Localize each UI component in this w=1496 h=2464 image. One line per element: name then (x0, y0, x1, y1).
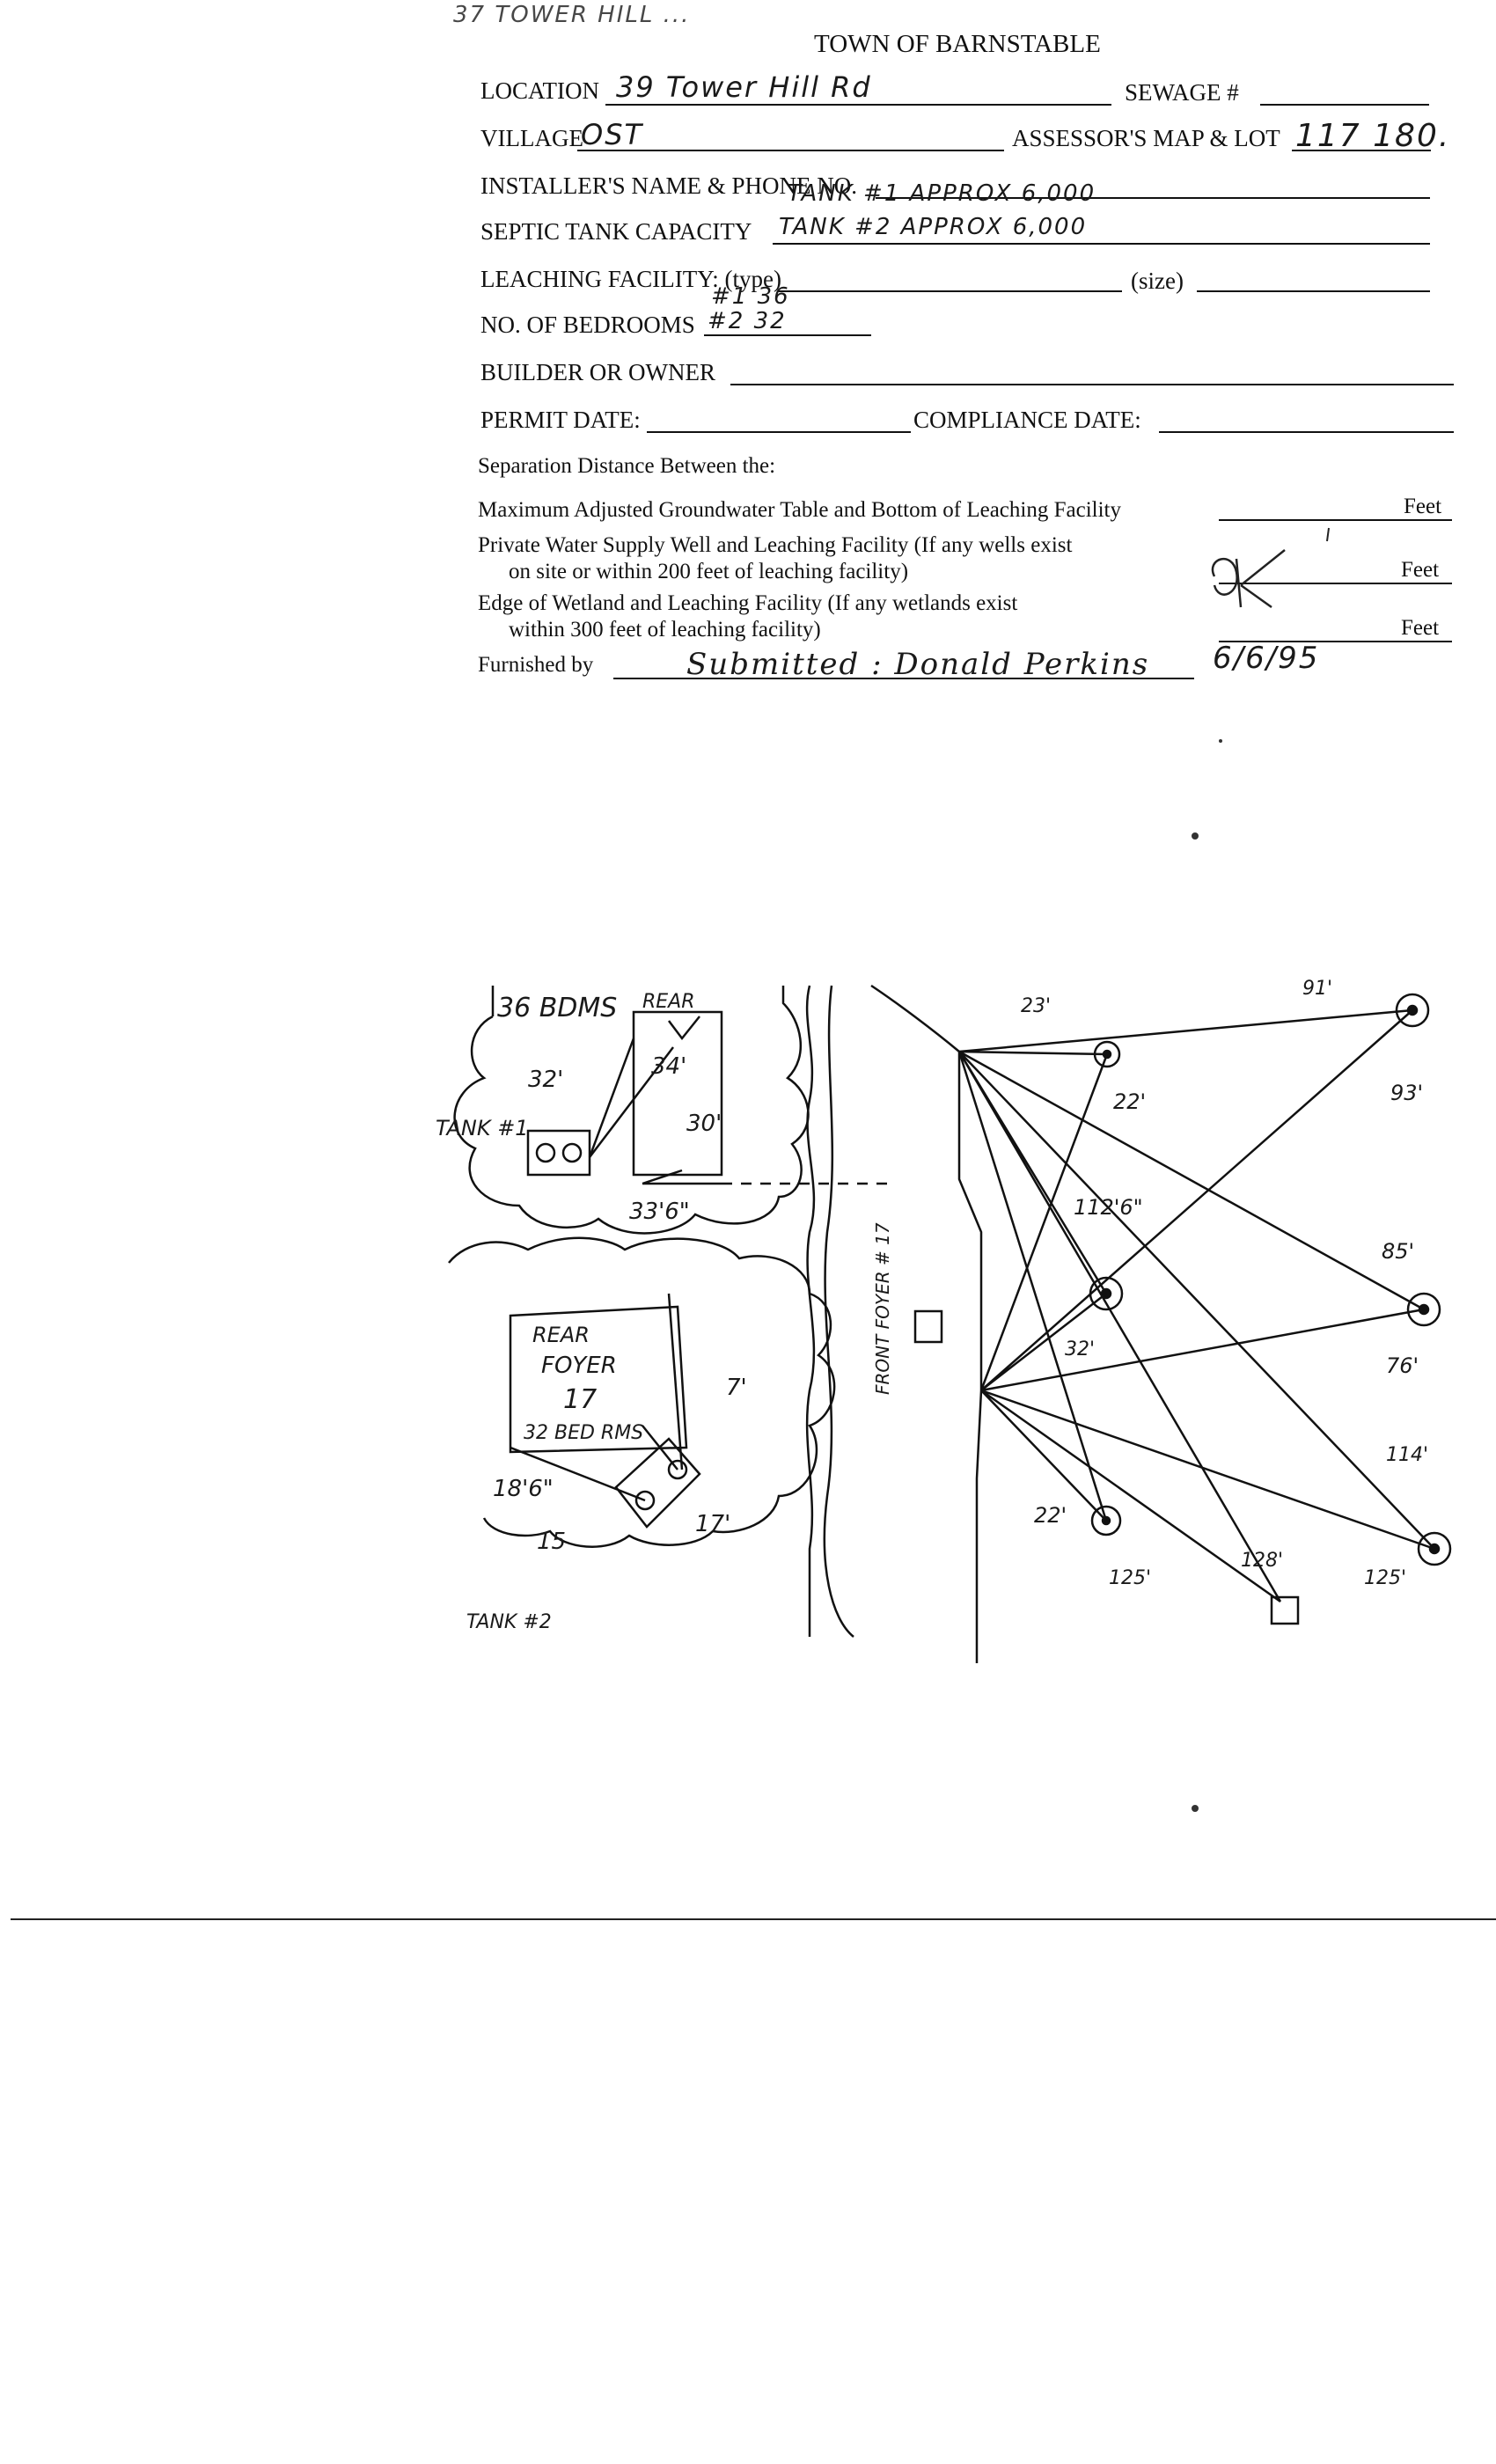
dim-33-6: 33'6" (629, 1199, 690, 1225)
compliance-label: COMPLIANCE DATE: (913, 407, 1141, 433)
tank2-label: TANK #2 (466, 1611, 552, 1633)
location-label: LOCATION (480, 77, 599, 104)
row2-text-b: on site or within 200 feet of leaching facility) (509, 560, 909, 583)
dim-7: 7' (726, 1375, 747, 1401)
front-foyer-box (915, 1311, 942, 1342)
house2-rear: REAR (532, 1323, 590, 1347)
village-label: VILLAGE (480, 125, 583, 151)
page-bottom-rule (11, 1918, 1496, 1920)
row3-feet: Feet (1401, 616, 1440, 640)
well-dist-23a: 23' (1021, 995, 1052, 1017)
tank2-outline (616, 1439, 700, 1527)
septic-label: SEPTIC TANK CAPACITY (480, 218, 752, 245)
well-dist-114: 114' (1386, 1444, 1429, 1466)
house1-rear: REAR (642, 991, 695, 1013)
tank1-capacity: TANK #1 APPROX 6,000 (788, 180, 1096, 207)
row2-feet: Feet (1401, 558, 1440, 582)
tank1-port-b (563, 1144, 581, 1162)
site-sketch (431, 968, 1470, 1698)
map-lot-value: 117 180. (1295, 118, 1451, 154)
well-dist-91: 91' (1302, 978, 1333, 1000)
furnished-label: Furnished by (478, 653, 594, 677)
row1-text: Maximum Adjusted Groundwater Table and Bottom of Leaching Facility (478, 498, 1121, 522)
tank2-capacity: TANK #2 APPROX 6,000 (779, 214, 1088, 240)
row2-text-a: Private Water Supply Well and Leaching Facility (If any wells exist (478, 533, 1073, 557)
house1-check (669, 1016, 700, 1038)
road-edge-left (807, 986, 814, 1637)
dim-32: 32' (528, 1067, 564, 1093)
row3-text-a: Edge of Wetland and Leaching Facility (If any wetlands exist (478, 591, 1018, 615)
tank1-port-a (537, 1144, 554, 1162)
well-dist-76: 76' (1386, 1353, 1419, 1378)
separation-heading: Separation Distance Between the: (478, 454, 776, 478)
dim-15: 15 (537, 1529, 567, 1555)
well-dist-112-6: 112'6" (1074, 1195, 1143, 1220)
house2-foyer: FOYER (541, 1353, 617, 1379)
tank1-label: TANK #1 (436, 1116, 529, 1140)
leaching-label: LEACHING FACILITY: (type) (480, 266, 781, 292)
well-dist-125: 125' (1109, 1567, 1152, 1589)
house1-outline (634, 1012, 722, 1175)
size-label: (size) (1131, 268, 1184, 294)
dim-30: 30' (686, 1111, 722, 1137)
dim-18-6: 18'6" (493, 1476, 554, 1502)
bedrooms-value-1: #1 36 (711, 283, 790, 310)
location-value: 39 Tower Hill Rd (616, 70, 872, 104)
builder-label: BUILDER OR OWNER (480, 359, 715, 385)
house2-num: 17 (563, 1384, 598, 1415)
bedrooms-value-2: #2 32 (708, 308, 787, 334)
well-dist-125b: 125' (1364, 1567, 1407, 1589)
village-value: OST (581, 118, 644, 151)
bedrooms-label: NO. OF BEDROOMS (480, 312, 695, 338)
house2-beds: 32 BED RMS (524, 1422, 644, 1444)
well-dist-22b: 22' (1034, 1503, 1067, 1528)
permit-label: PERMIT DATE: (480, 407, 641, 433)
form-title: TOWN OF BARNSTABLE (814, 30, 1101, 58)
structure-square (1272, 1597, 1298, 1624)
installer-label: INSTALLER'S NAME & PHONE NO. (480, 172, 857, 199)
date-value: 6/6/95 (1213, 641, 1320, 676)
well-dist-32: 32' (1065, 1338, 1096, 1360)
furnished-value: Submitted : Donald Perkins (686, 647, 1150, 682)
dim-34: 34' (651, 1053, 687, 1080)
row1-feet: Feet (1404, 495, 1442, 518)
top-scribble: 37 TOWER HILL ... (453, 2, 691, 28)
well-dist-93: 93' (1390, 1081, 1424, 1105)
well-dist-85: 85' (1382, 1239, 1415, 1264)
distance-lines-a (959, 1010, 1434, 1602)
well-dist-22: 22' (1113, 1089, 1147, 1114)
well-dist-128: 128' (1241, 1550, 1284, 1572)
dim-17: 17' (695, 1511, 731, 1537)
row3-text-b: within 300 feet of leaching facility) (509, 618, 821, 642)
house1-beds: 36 BDMS (497, 993, 618, 1023)
front-foyer-label: FRONT FOYER # 17 (872, 1222, 893, 1395)
map-lot-label: ASSESSOR'S MAP & LOT (1012, 125, 1280, 151)
sewage-label: SEWAGE # (1125, 79, 1239, 106)
